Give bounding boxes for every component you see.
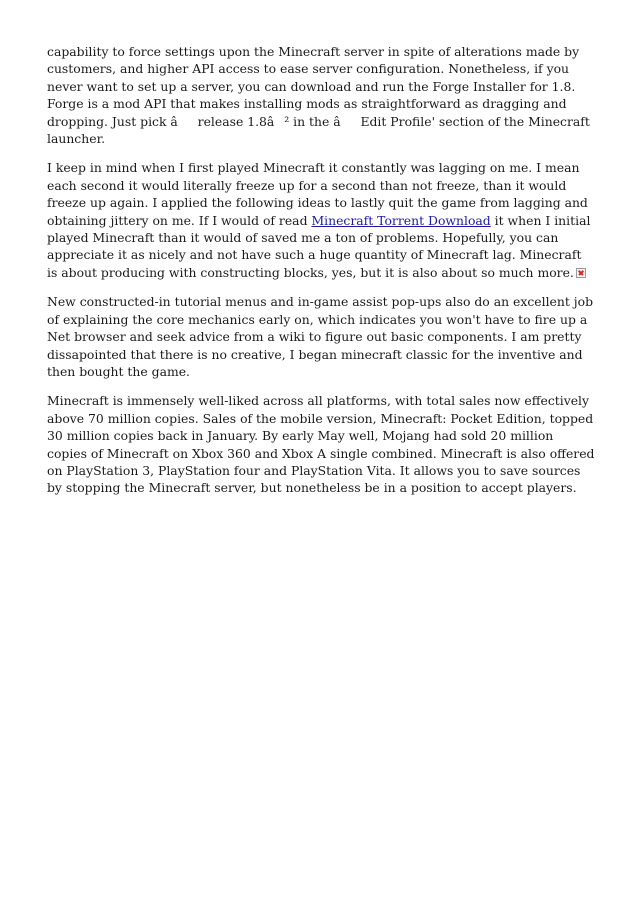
document-body bbox=[47, 43, 595, 509]
paragraph-lagging-text-start: I keep in mind when I first played Minecraft it constantly was lagging on me. I mean each second it would literally freeze up for a second than not freeze, than it would freeze up again. I applied the following ideas to lastly quit the game from lagging and obtaining jittery on me. If I would of read bbox=[47, 160, 588, 228]
paragraph-forge-installer: capability to force settings upon the Minecraft server in spite of alterations made by customers, and higher API access to ease server configuration. Nonetheless, if you never want to set up a server, you can download and run the Forge Installer for 1.8. Forge is a mod API that makes installing mods as straightforward as dragging and dropping. Just pick ârelease 1.8â² in the âEdit Profile' section of the Minecraft launcher. bbox=[47, 44, 590, 147]
paragraph-sales: Minecraft is immensely well-liked across all platforms, with total sales now effectively above 70 million copies. Sales of the mobile version, Minecraft: Pocket Edition, topped 30 million copies back in January. By early May well, Mojang had sold 20 million copies of Minecraft on Xbox 360 and Xbox A single combined. Minecraft is also offered on PlayStation 3, PlayStation four and PlayStation Vita. It allows you to save sources by stopping the Minecraft server, but nonetheless be in a position to accept players. bbox=[47, 393, 595, 496]
minecraft-torrent-download-link[interactable]: Minecraft Torrent Download bbox=[311, 212, 491, 228]
paragraph-lagging bbox=[47, 159, 595, 281]
broken-image-icon bbox=[576, 268, 586, 278]
paragraph-lagging-text-end: it when I initial played Minecraft than it would of saved me a ton of problems. Hopefully, you can appreciate it as nicely and not have such a huge quantity of Minecraft lag. Minecraft is about producing with constructing blocks, yes, but it is also about so much more. bbox=[47, 212, 591, 280]
paragraph-tutorial-menus: New constructed-in tutorial menus and in-game assist pop-ups also do an excellent job of explaining the core mechanics early on, which indicates you won't have to fire up a Net browser and seek advice from a wiki to figure out basic components. I am pretty dissapointed that there is no creative, I began minecraft classic for the inventive and then bought the game. bbox=[47, 294, 593, 379]
